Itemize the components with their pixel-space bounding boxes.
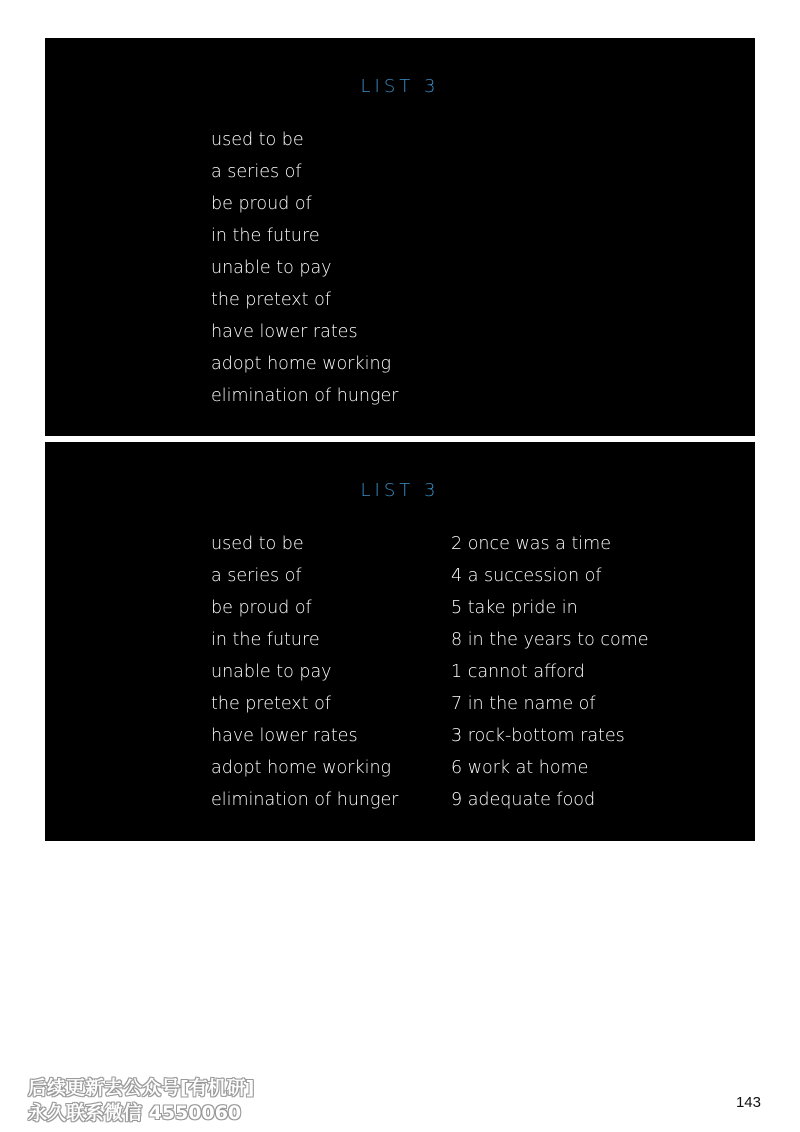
watermark-line: 永久联系微信 4550060 <box>28 1102 242 1124</box>
answer-item: 7 in the name of <box>451 694 596 714</box>
answer-item: 6 work at home <box>451 758 589 778</box>
phrase-item: a series of <box>211 162 302 182</box>
phrase-item: the pretext of <box>211 290 331 310</box>
slide-title: LIST 3 <box>360 76 440 97</box>
phrase-list <box>211 528 398 816</box>
phrase-item: in the future <box>211 226 320 246</box>
phrase-item: adopt home working <box>211 758 392 778</box>
answer-item: 3 rock-bottom rates <box>451 726 625 746</box>
phrase-item: used to be <box>211 130 304 150</box>
answer-item: 5 take pride in <box>451 598 578 618</box>
phrase-item: a series of <box>211 566 302 586</box>
phrase-item: have lower rates <box>211 322 358 342</box>
slide-list-3-phrases <box>45 38 755 436</box>
phrase-item: be proud of <box>211 598 312 618</box>
phrase-item: adopt home working <box>211 354 392 374</box>
phrase-item: have lower rates <box>211 726 358 746</box>
phrase-item: the pretext of <box>211 694 331 714</box>
answer-item: 2 once was a time <box>451 534 611 554</box>
answer-item: 1 cannot afford <box>451 662 585 682</box>
phrase-item: elimination of hunger <box>211 790 399 810</box>
phrase-item: used to be <box>211 534 304 554</box>
phrase-item: unable to pay <box>211 662 332 682</box>
slide-title: LIST 3 <box>360 480 440 501</box>
answer-item: 9 adequate food <box>451 790 596 810</box>
phrase-list <box>211 124 398 412</box>
answer-list <box>451 528 649 816</box>
phrase-item: be proud of <box>211 194 312 214</box>
answer-item: 8 in the years to come <box>451 630 649 650</box>
watermark-text <box>28 1076 254 1126</box>
phrase-item: unable to pay <box>211 258 332 278</box>
page-number: 143 <box>735 1094 761 1111</box>
phrase-item: in the future <box>211 630 320 650</box>
watermark-line: 后续更新去公众号[有机研] <box>28 1077 255 1099</box>
phrase-item: elimination of hunger <box>211 386 399 406</box>
slide-list-3-answers <box>45 442 755 841</box>
answer-item: 4 a succession of <box>451 566 602 586</box>
